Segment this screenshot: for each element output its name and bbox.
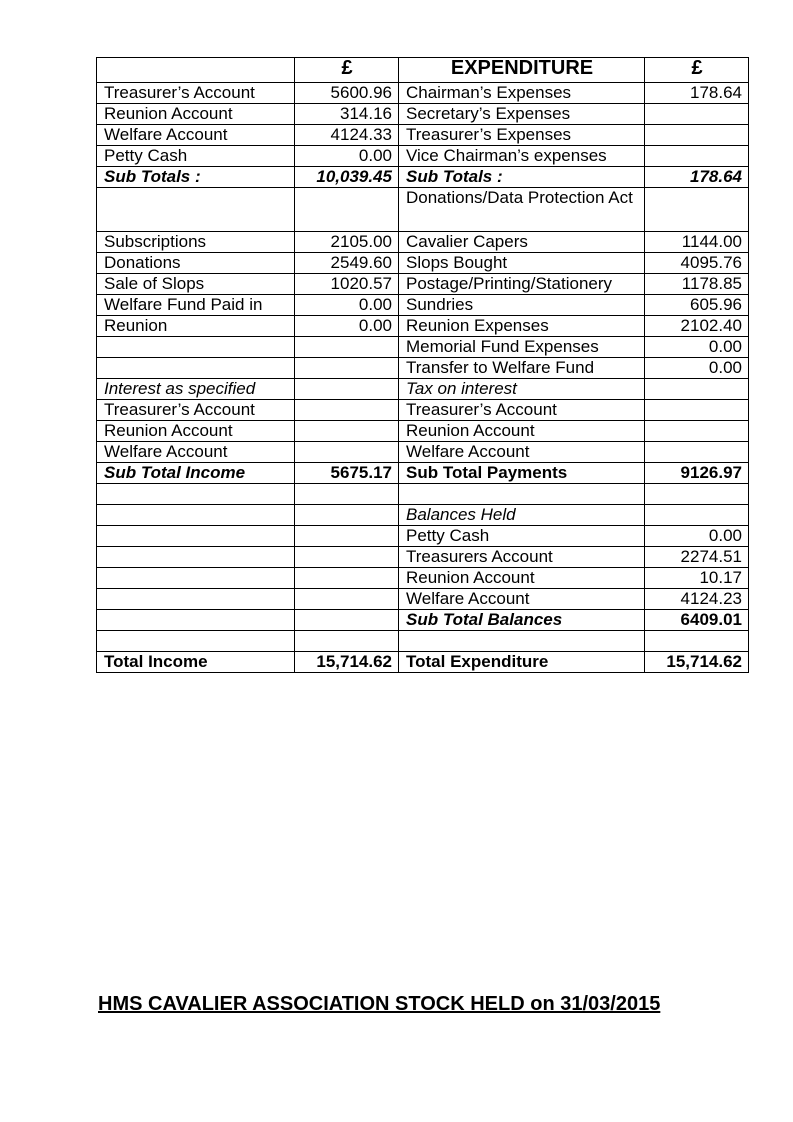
income-amount	[295, 358, 399, 379]
sub-total-balances-label: Sub Total Balances	[399, 610, 645, 631]
expenditure-amount: 2274.51	[645, 547, 749, 568]
expenditure-label: Welfare Account	[399, 442, 645, 463]
expenditure-label: Donations/Data Protection Act	[399, 188, 645, 232]
income-amount	[295, 505, 399, 526]
subtotal-row	[97, 167, 749, 188]
expenditure-label: Treasurers Account	[399, 547, 645, 568]
income-label: Welfare Account	[97, 442, 295, 463]
expenditure-label: Reunion Expenses	[399, 316, 645, 337]
expenditure-amount: 1144.00	[645, 232, 749, 253]
income-amount: 5600.96	[295, 83, 399, 104]
expenditure-amount	[645, 379, 749, 400]
income-amount-header: £	[295, 58, 399, 83]
subtotal-row	[97, 463, 749, 484]
income-amount	[295, 421, 399, 442]
income-amount	[295, 188, 399, 232]
expenditure-label	[399, 631, 645, 652]
table-row	[97, 547, 749, 568]
total-expenditure-label: Total Expenditure	[399, 652, 645, 673]
expenditure-amount: 1178.85	[645, 274, 749, 295]
table-row	[97, 316, 749, 337]
table-row	[97, 146, 749, 167]
total-income-amount: 15,714.62	[295, 652, 399, 673]
balances-held-heading: Balances Held	[399, 505, 645, 526]
table-header-row	[97, 58, 749, 83]
income-amount	[295, 610, 399, 631]
table-row	[97, 568, 749, 589]
table-row	[97, 358, 749, 379]
table-row	[97, 505, 749, 526]
table-row	[97, 589, 749, 610]
expenditure-amount	[645, 188, 749, 232]
table-row	[97, 83, 749, 104]
subtotal-row	[97, 610, 749, 631]
expenditure-amount	[645, 631, 749, 652]
expenditure-label: Reunion Account	[399, 421, 645, 442]
expenditure-amount	[645, 104, 749, 125]
table-row	[97, 188, 749, 232]
table-row	[97, 232, 749, 253]
table-row	[97, 379, 749, 400]
expenditure-amount	[645, 484, 749, 505]
income-label	[97, 358, 295, 379]
income-label: Reunion Account	[97, 104, 295, 125]
table-row	[97, 104, 749, 125]
expenditure-amount: 178.64	[645, 83, 749, 104]
income-label	[97, 505, 295, 526]
table-row	[97, 421, 749, 442]
expenditure-amount: 4124.23	[645, 589, 749, 610]
table-row	[97, 631, 749, 652]
income-label: Sale of Slops	[97, 274, 295, 295]
income-amount	[295, 442, 399, 463]
table-row	[97, 274, 749, 295]
table-row	[97, 295, 749, 316]
income-label: Treasurer’s Account	[97, 83, 295, 104]
income-amount	[295, 484, 399, 505]
income-label	[97, 589, 295, 610]
total-row	[97, 652, 749, 673]
income-amount: 0.00	[295, 295, 399, 316]
table-row	[97, 337, 749, 358]
expenditure-amount: 0.00	[645, 358, 749, 379]
income-amount	[295, 589, 399, 610]
table-row	[97, 253, 749, 274]
expenditure-label: Memorial Fund Expenses	[399, 337, 645, 358]
income-amount	[295, 379, 399, 400]
income-label	[97, 547, 295, 568]
interest-heading: Interest as specified	[97, 379, 295, 400]
table-row	[97, 400, 749, 421]
income-label: Reunion Account	[97, 421, 295, 442]
income-amount: 314.16	[295, 104, 399, 125]
income-amount	[295, 631, 399, 652]
expenditure-label: Vice Chairman’s expenses	[399, 146, 645, 167]
income-amount: 1020.57	[295, 274, 399, 295]
income-label	[97, 568, 295, 589]
tax-heading: Tax on interest	[399, 379, 645, 400]
expenditure-label: Petty Cash	[399, 526, 645, 547]
total-expenditure-amount: 15,714.62	[645, 652, 749, 673]
expenditure-amount: 0.00	[645, 337, 749, 358]
sub-total-balances-amount: 6409.01	[645, 610, 749, 631]
income-label-header	[97, 58, 295, 83]
income-amount	[295, 526, 399, 547]
income-label: Subscriptions	[97, 232, 295, 253]
income-subtotal-amount: 10,039.45	[295, 167, 399, 188]
expenditure-amount: 10.17	[645, 568, 749, 589]
accounts-table	[96, 57, 749, 673]
income-label: Treasurer’s Account	[97, 400, 295, 421]
expenditure-label: Transfer to Welfare Fund	[399, 358, 645, 379]
expenditure-label: Postage/Printing/Stationery	[399, 274, 645, 295]
income-label: Welfare Fund Paid in	[97, 295, 295, 316]
expenditure-amount: 0.00	[645, 526, 749, 547]
expenditure-header: EXPENDITURE	[399, 58, 645, 83]
expenditure-label: Secretary’s Expenses	[399, 104, 645, 125]
income-amount	[295, 400, 399, 421]
stock-held-heading: HMS CAVALIER ASSOCIATION STOCK HELD on 31/03/2015	[98, 993, 661, 1015]
expenditure-amount	[645, 505, 749, 526]
income-subtotal-label: Sub Totals :	[97, 167, 295, 188]
expenditure-amount	[645, 421, 749, 442]
expenditure-label: Welfare Account	[399, 589, 645, 610]
income-amount	[295, 547, 399, 568]
income-label	[97, 526, 295, 547]
expenditure-amount: 605.96	[645, 295, 749, 316]
sub-total-income-amount: 5675.17	[295, 463, 399, 484]
expenditure-label: Treasurer’s Account	[399, 400, 645, 421]
income-label	[97, 631, 295, 652]
income-label	[97, 484, 295, 505]
expenditure-label	[399, 484, 645, 505]
expenditure-amount	[645, 125, 749, 146]
expenditure-label: Sundries	[399, 295, 645, 316]
income-amount: 4124.33	[295, 125, 399, 146]
total-income-label: Total Income	[97, 652, 295, 673]
table-row	[97, 484, 749, 505]
income-label: Welfare Account	[97, 125, 295, 146]
expenditure-label: Reunion Account	[399, 568, 645, 589]
income-label: Petty Cash	[97, 146, 295, 167]
expenditure-amount	[645, 400, 749, 421]
expenditure-amount-header: £	[645, 58, 749, 83]
expenditure-amount: 4095.76	[645, 253, 749, 274]
income-label: Donations	[97, 253, 295, 274]
expenditure-label: Chairman’s Expenses	[399, 83, 645, 104]
expenditure-subtotal-label: Sub Totals :	[399, 167, 645, 188]
income-amount	[295, 337, 399, 358]
expenditure-label: Treasurer’s Expenses	[399, 125, 645, 146]
expenditure-label: Cavalier Capers	[399, 232, 645, 253]
income-label	[97, 610, 295, 631]
income-label	[97, 188, 295, 232]
expenditure-amount	[645, 442, 749, 463]
income-label	[97, 337, 295, 358]
sub-total-payments-label: Sub Total Payments	[399, 463, 645, 484]
expenditure-amount	[645, 146, 749, 167]
expenditure-amount: 2102.40	[645, 316, 749, 337]
table-row	[97, 442, 749, 463]
income-amount: 0.00	[295, 316, 399, 337]
sub-total-payments-amount: 9126.97	[645, 463, 749, 484]
expenditure-label: Slops Bought	[399, 253, 645, 274]
table-row	[97, 526, 749, 547]
table-row	[97, 125, 749, 146]
expenditure-subtotal-amount: 178.64	[645, 167, 749, 188]
income-amount: 2105.00	[295, 232, 399, 253]
income-amount: 2549.60	[295, 253, 399, 274]
income-label: Reunion	[97, 316, 295, 337]
income-amount	[295, 568, 399, 589]
sub-total-income-label: Sub Total Income	[97, 463, 295, 484]
income-amount: 0.00	[295, 146, 399, 167]
